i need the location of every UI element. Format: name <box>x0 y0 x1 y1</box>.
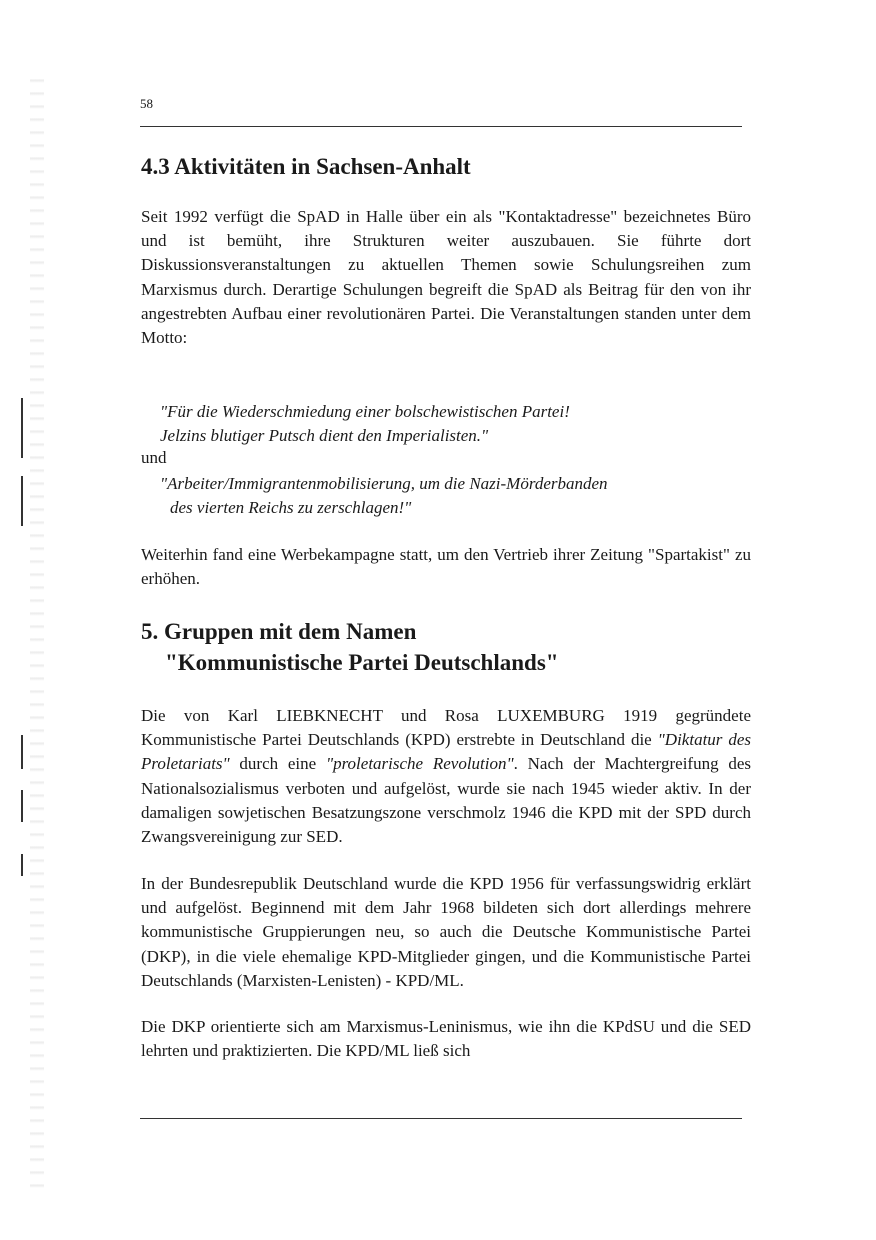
quote-line: des vierten Reichs zu zerschlagen!" <box>170 498 412 518</box>
paragraph-kpd-verbot: In der Bundesrepublik Deutschland wurde die KPD 1956 für verfassungswidrig erklärt und aufgelöst. Beginnend mit dem Jahr 1968 bildeten sich dort allerdings mehrere kommunistische Gruppierungen neu, so auch die Deutsche Kommunistische Partei (DKP), in die viele ehemalige KPD-Mitglieder gingen, und die Kommunistische Partei Deutschlands (Marxisten-Lenisten) - KPD/ML. <box>141 874 751 990</box>
paragraph-werbekampagne: Weiterhin fand eine Werbekampagne statt, um den Vertrieb ihrer Zeitung "Spartakist" zu erhöhen. <box>141 545 751 589</box>
text-run-emphasis: "Diktatur des Proletariats" <box>141 730 751 774</box>
margin-mark <box>21 476 23 526</box>
text-run: . Nach der Machtergreifung des Nationalsozialismus verboten und aufgelöst, wurde sie nach 1945 wieder aktiv. In der damaligen sowjetischen Besatzungszone verschmolz 1946 die KPD mit der SPD durch Zwangsvereinigung zur SED. <box>141 754 751 847</box>
heading-line: 5. Gruppen mit dem Namen <box>141 619 417 644</box>
quote-motto-1 <box>160 400 750 448</box>
page-number: 58 <box>140 96 153 111</box>
quote-motto-2 <box>160 472 750 520</box>
paragraph-spad-halle: Seit 1992 verfügt die SpAD in Halle über ein als "Kontaktadresse" bezeichnetes Büro und ist bemüht, ihre Strukturen weiter auszubauen. Sie führte dort Diskussionsveranstaltungen zu aktuellen Themen sowie Schulungsreihen zum Marxismus durch. Derartige Schulungen begreift die SpAD als Beitrag für den von ihr angestrebten Aufbau einer revolutionären Partei. Die Veranstaltungen standen unter dem Motto: <box>141 207 751 348</box>
text-run: Die von Karl LIEBKNECHT und Rosa LUXEMBURG 1919 gegründete Kommunistische Partei Deutschlands (KPD) erstrebte in Deutschland die <box>141 706 751 750</box>
margin-mark <box>21 735 23 769</box>
margin-mark <box>21 790 23 822</box>
footer-rule <box>140 1118 742 1119</box>
margin-mark <box>21 854 23 876</box>
quote-line: "Für die Wiederschmiedung einer bolschewistischen Partei! <box>160 402 570 421</box>
scan-edge-noise <box>30 70 44 1190</box>
paragraph-dkp: Die DKP orientierte sich am Marxismus-Leninismus, wie ihn die KPdSU und die SED lehrten und praktizierten. Die KPD/ML ließ sich <box>141 1017 751 1061</box>
heading-line: "Kommunistische Partei Deutschlands" <box>165 650 559 675</box>
section-heading-5 <box>141 616 559 678</box>
paragraph-kpd-history <box>141 704 751 849</box>
quote-line: Jelzins blutiger Putsch dient den Imperialisten." <box>160 426 489 446</box>
text-run-emphasis: "proletarische Revolution" <box>325 754 514 774</box>
margin-mark <box>21 398 23 458</box>
text-run: durch eine <box>229 754 326 774</box>
conjunction-und: und <box>141 448 167 467</box>
section-heading-4-3: 4.3 Aktivitäten in Sachsen-Anhalt <box>141 154 471 179</box>
header-rule <box>140 126 742 127</box>
quote-line: "Arbeiter/Immigrantenmobilisierung, um die Nazi-Mörderbanden <box>160 474 608 493</box>
